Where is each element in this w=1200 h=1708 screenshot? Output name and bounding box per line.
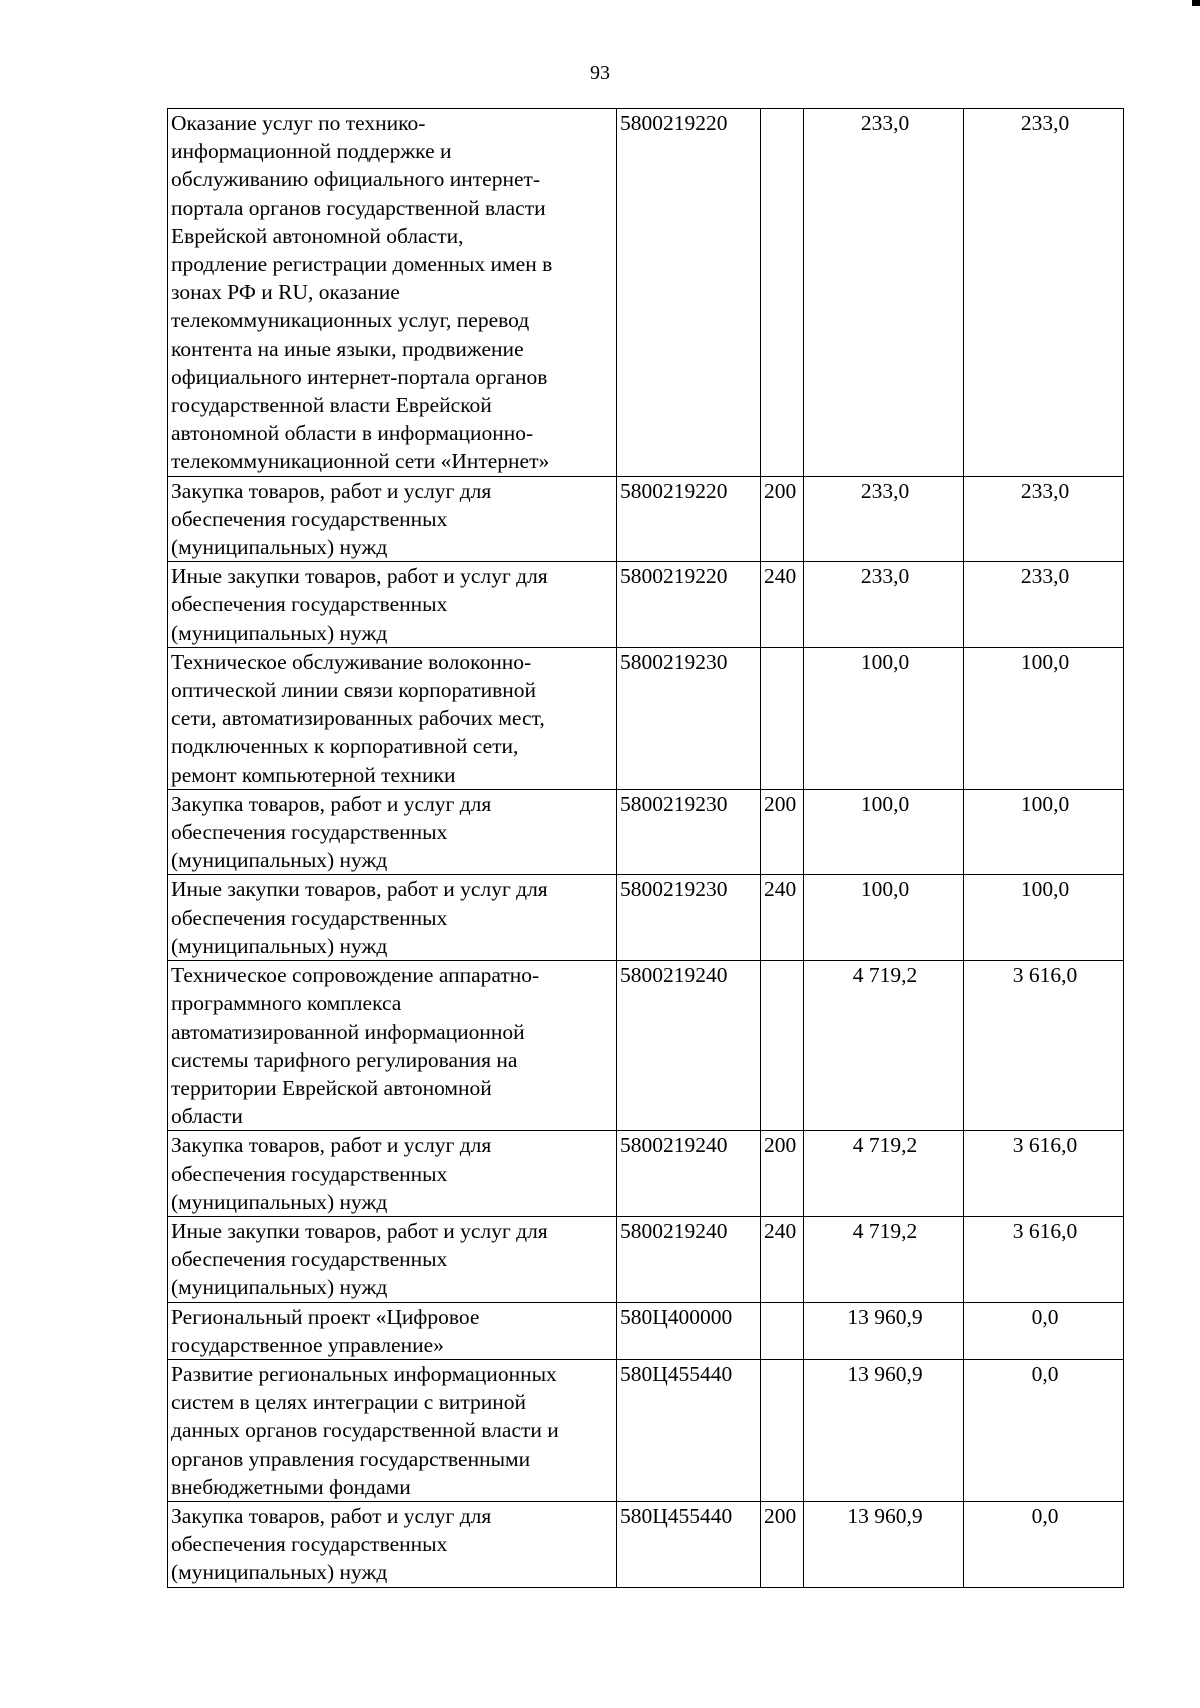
- row-value1-cell: 13 960,9: [804, 1359, 964, 1501]
- row-value1-cell: 233,0: [804, 109, 964, 477]
- scan-corner-mark: [1192, 0, 1200, 6]
- row-value2-cell: 100,0: [964, 789, 1124, 875]
- row-value2-cell: 0,0: [964, 1501, 1124, 1587]
- row-type-cell: [761, 109, 804, 477]
- table-row: [168, 647, 1124, 789]
- row-value1-cell: 4 719,2: [804, 1216, 964, 1302]
- table-row: [168, 1216, 1124, 1302]
- table-row: [168, 1302, 1124, 1359]
- table-row: [168, 875, 1124, 961]
- row-code-cell: 5800219240: [617, 1216, 761, 1302]
- row-value1-cell: 4 719,2: [804, 1131, 964, 1217]
- row-type-cell: 200: [761, 1131, 804, 1217]
- row-name-cell: Иные закупки товаров, работ и услуг для обеспечения государственных (муниципальных) нужд: [168, 562, 617, 648]
- row-value1-cell: 13 960,9: [804, 1302, 964, 1359]
- row-code-cell: 580Ц400000: [617, 1302, 761, 1359]
- row-code-cell: 5800219220: [617, 476, 761, 562]
- row-name-cell: Закупка товаров, работ и услуг для обеспечения государственных (муниципальных) нужд: [168, 1131, 617, 1217]
- row-code-cell: 5800219230: [617, 789, 761, 875]
- row-value2-cell: 100,0: [964, 875, 1124, 961]
- table-row: [168, 1359, 1124, 1501]
- row-name-cell: Иные закупки товаров, работ и услуг для обеспечения государственных (муниципальных) нужд: [168, 875, 617, 961]
- row-value2-cell: 100,0: [964, 647, 1124, 789]
- row-code-cell: 5800219240: [617, 961, 761, 1131]
- row-name-cell: Закупка товаров, работ и услуг для обеспечения государственных (муниципальных) нужд: [168, 789, 617, 875]
- row-type-cell: 200: [761, 1501, 804, 1587]
- row-value2-cell: 3 616,0: [964, 961, 1124, 1131]
- row-value2-cell: 233,0: [964, 476, 1124, 562]
- table-row: [168, 961, 1124, 1131]
- row-value2-cell: 0,0: [964, 1302, 1124, 1359]
- row-type-cell: 200: [761, 789, 804, 875]
- row-value2-cell: 233,0: [964, 562, 1124, 648]
- row-code-cell: 5800219240: [617, 1131, 761, 1217]
- row-name-cell: Техническое сопровождение аппаратно- программного комплекса автоматизированной информационной системы тарифного регулирования на территории Еврейской автономной области: [168, 961, 617, 1131]
- row-code-cell: 5800219230: [617, 647, 761, 789]
- row-value1-cell: 100,0: [804, 647, 964, 789]
- row-value1-cell: 233,0: [804, 476, 964, 562]
- row-type-cell: [761, 1359, 804, 1501]
- row-value1-cell: 100,0: [804, 875, 964, 961]
- table-row: [168, 562, 1124, 648]
- budget-table-body: [168, 109, 1124, 1588]
- row-type-cell: [761, 961, 804, 1131]
- table-row: [168, 1501, 1124, 1587]
- row-name-cell: Техническое обслуживание волоконно- оптической линии связи корпоративной сети, автоматизированных рабочих мест, подключенных к корпоративной сети, ремонт компьютерной техники: [168, 647, 617, 789]
- row-code-cell: 580Ц455440: [617, 1359, 761, 1501]
- row-name-cell: Развитие региональных информационных систем в целях интеграции с витриной данных органов государственной власти и органов управления государственными внебюджетными фондами: [168, 1359, 617, 1501]
- row-name-cell: Закупка товаров, работ и услуг для обеспечения государственных (муниципальных) нужд: [168, 1501, 617, 1587]
- row-value1-cell: 13 960,9: [804, 1501, 964, 1587]
- row-type-cell: [761, 647, 804, 789]
- row-code-cell: 5800219220: [617, 109, 761, 477]
- table-row: [168, 109, 1124, 477]
- row-type-cell: 240: [761, 875, 804, 961]
- row-value2-cell: 233,0: [964, 109, 1124, 477]
- row-type-cell: [761, 1302, 804, 1359]
- budget-table: [167, 108, 1124, 1588]
- row-name-cell: Иные закупки товаров, работ и услуг для обеспечения государственных (муниципальных) нужд: [168, 1216, 617, 1302]
- row-code-cell: 5800219220: [617, 562, 761, 648]
- row-type-cell: 240: [761, 562, 804, 648]
- row-name-cell: Оказание услуг по технико- информационной поддержке и обслуживанию официального интернет- портала органов государственной власти Еврейской автономной области, продление регистрации доменных имен в зонах РФ и RU, оказание телекоммуникационных услуг, перевод контента на иные языки, продвижение официального интернет-портала органов государственной власти Еврейской автономной области в информационно- телекоммуникационной сети «Интернет»: [168, 109, 617, 477]
- page-number: 93: [590, 62, 610, 84]
- row-type-cell: 240: [761, 1216, 804, 1302]
- row-type-cell: 200: [761, 476, 804, 562]
- row-value2-cell: 3 616,0: [964, 1131, 1124, 1217]
- row-value1-cell: 233,0: [804, 562, 964, 648]
- row-value2-cell: 0,0: [964, 1359, 1124, 1501]
- row-code-cell: 5800219230: [617, 875, 761, 961]
- table-row: [168, 476, 1124, 562]
- row-value2-cell: 3 616,0: [964, 1216, 1124, 1302]
- table-row: [168, 1131, 1124, 1217]
- row-name-cell: Закупка товаров, работ и услуг для обеспечения государственных (муниципальных) нужд: [168, 476, 617, 562]
- row-value1-cell: 4 719,2: [804, 961, 964, 1131]
- row-value1-cell: 100,0: [804, 789, 964, 875]
- table-row: [168, 789, 1124, 875]
- row-code-cell: 580Ц455440: [617, 1501, 761, 1587]
- row-name-cell: Региональный проект «Цифровое государственное управление»: [168, 1302, 617, 1359]
